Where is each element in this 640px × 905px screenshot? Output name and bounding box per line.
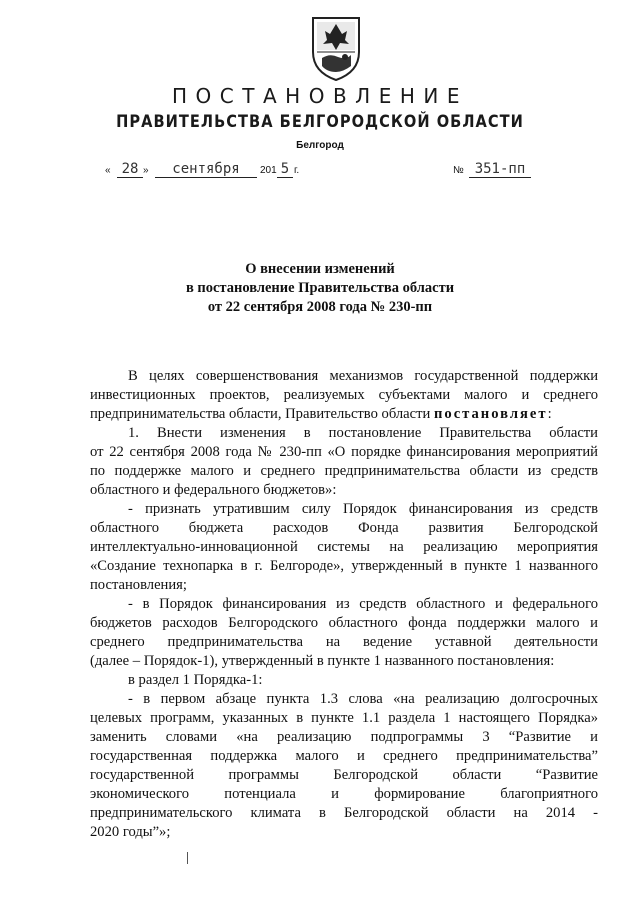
body-line: экономического потенциала и формирование благоприятного xyxy=(90,786,598,802)
document-type-title: ПОСТАНОВЛЕНИЕ xyxy=(172,84,468,108)
body-line: 1. Внести изменения в постановление Правительства области xyxy=(128,425,598,441)
body-line: - в первом абзаце пункта 1.3 слова «на реализацию долгосрочных xyxy=(128,691,598,707)
date-month: сентября xyxy=(155,161,257,178)
resolution-keyword: постановляет xyxy=(433,406,548,422)
body-line: бюджетов расходов Белгородского областного фонда поддержки малого и xyxy=(90,615,598,631)
coat-of-arms-emblem xyxy=(305,10,367,84)
date-close-quote: » xyxy=(143,165,149,176)
body-line: среднего предпринимательства на ведение уставной деятельности xyxy=(90,634,598,650)
date-year-prefix: 201 xyxy=(260,165,277,176)
body-line: - признать утратившим силу Порядок финансирования из средств xyxy=(128,501,598,517)
body-line: предпринимательского климата в Белгородской области на 2014 - xyxy=(90,805,598,821)
subject-line: О внесении изменений xyxy=(245,261,395,277)
date-year-suffix: 5 xyxy=(277,161,293,178)
body-line: государственная поддержка малого и среднего предпринимательства” xyxy=(90,748,598,764)
body-line: целевых программ, указанных в пункте 1.1 раздела 1 настоящего Порядка» xyxy=(90,710,598,726)
city-label: Белгород xyxy=(296,140,344,151)
body-line: (далее – Порядок-1), утвержденный в пункте 1 названного постановления: xyxy=(90,653,555,669)
document-number-label: № xyxy=(453,165,464,176)
body-text: : xyxy=(547,406,552,422)
body-line: интеллектуально-инновационной системы на реализацию мероприятия xyxy=(90,539,598,555)
body-line: по поддержке малого и среднего предпринимательства области из средств xyxy=(90,463,598,479)
date-open-quote: « xyxy=(105,165,111,176)
date-day: 28 xyxy=(117,161,143,178)
subject-line: от 22 сентября 2008 года № 230-пп xyxy=(207,299,433,315)
shield-icon xyxy=(305,10,367,84)
document-number: 351-пп xyxy=(469,161,531,178)
issuer-subtitle: ПРАВИТЕЛЬСТВА БЕЛГОРОДСКОЙ ОБЛАСТИ xyxy=(116,112,524,132)
body-line: постановления; xyxy=(90,577,187,593)
document-body xyxy=(90,367,598,842)
subject-line: в постановление Правительства области xyxy=(185,280,455,296)
page-mark xyxy=(187,852,188,864)
body-line: областного бюджета расходов Фонда развития Белгородской xyxy=(90,520,598,536)
body-line: в раздел 1 Порядка-1: xyxy=(128,672,263,688)
body-line: - в Порядок финансирования из средств областного и федерального xyxy=(128,596,598,612)
body-text: предпринимательства области, Правительство области xyxy=(90,406,434,422)
body-line: 2020 годы”»; xyxy=(90,824,171,840)
body-line: государственной программы Белгородской области “Развитие xyxy=(90,767,598,783)
body-line: «Создание технопарка в г. Белгороде», утвержденный в пункте 1 названного xyxy=(90,558,598,574)
body-line: от 22 сентября 2008 года № 230-пп «О порядке финансирования мероприятий xyxy=(90,444,598,460)
body-line xyxy=(90,405,598,424)
document-subject xyxy=(0,260,640,317)
date-year-mark: г. xyxy=(294,165,300,176)
body-line: В целях совершенствования механизмов государственной поддержки xyxy=(128,368,598,384)
body-line: заменить словами «на реализацию подпрограммы 3 “Развитие и xyxy=(90,729,598,745)
body-line: инвестиционных проектов, реализуемых субъектами малого и среднего xyxy=(90,387,598,403)
body-line: областного и федерального бюджетов»: xyxy=(90,482,337,498)
date-number-row xyxy=(105,163,535,185)
